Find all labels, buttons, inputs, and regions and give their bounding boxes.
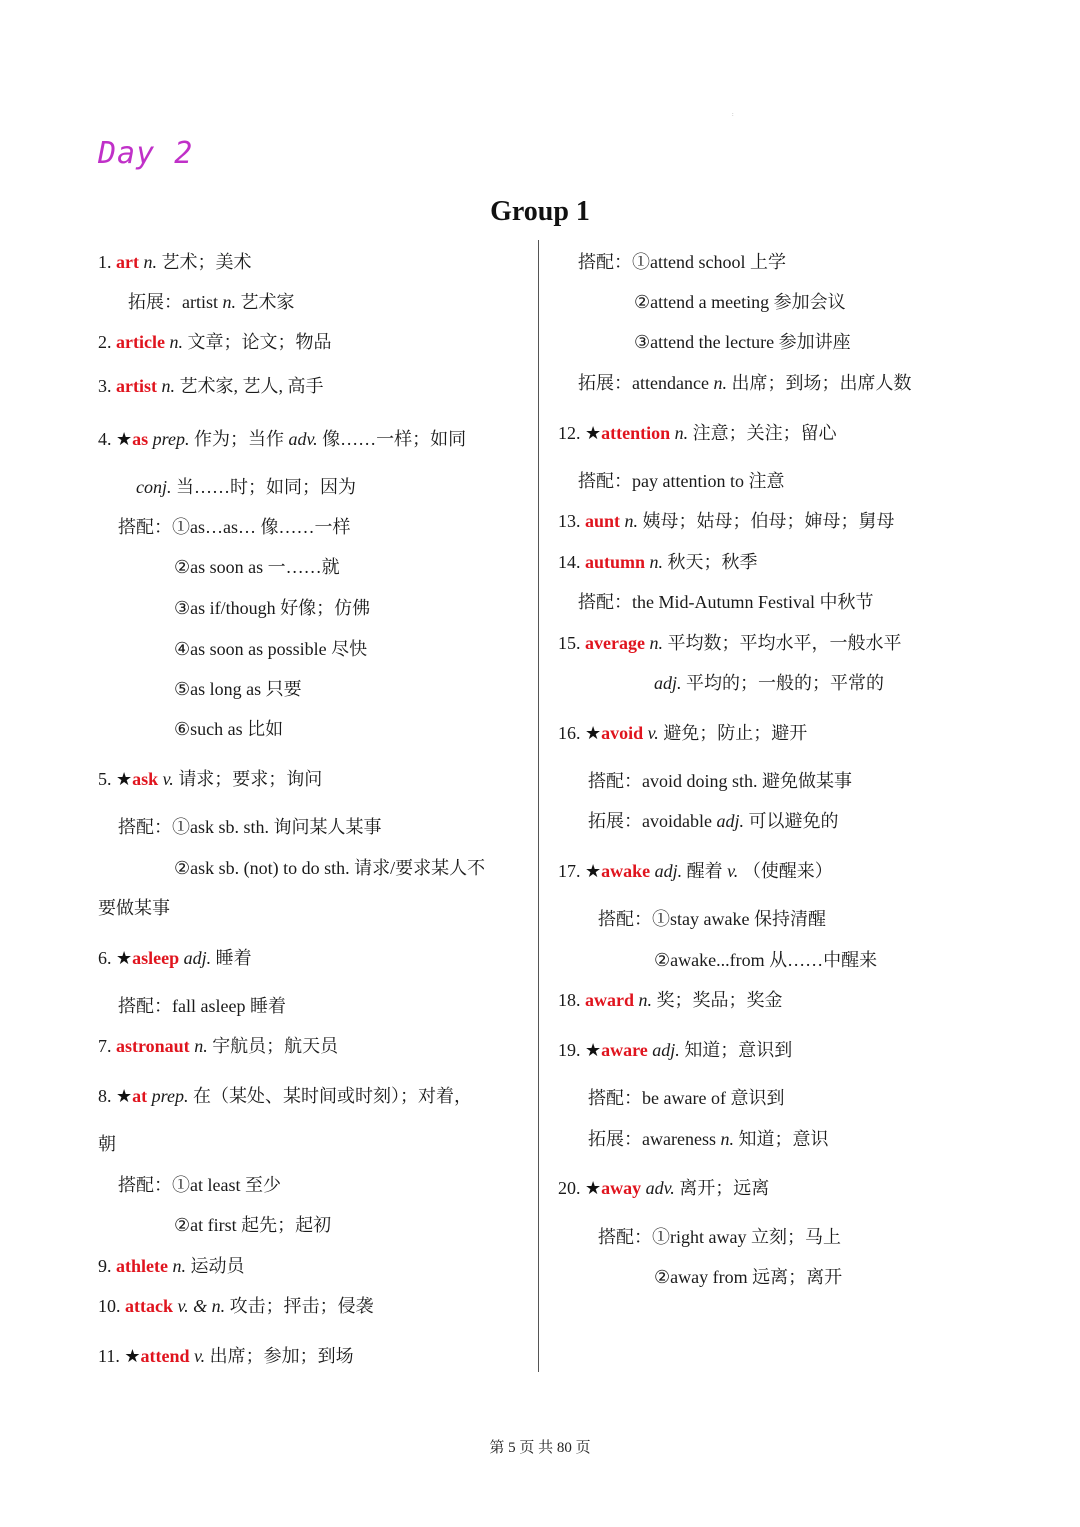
- star-icon: ★: [585, 861, 602, 881]
- entry-line: [558, 1038, 792, 1062]
- meaning: 奖；奖品；奖金: [656, 990, 783, 1010]
- entry-detail-line: [588, 809, 839, 833]
- meaning: 注意；关注；留心: [692, 423, 837, 443]
- headword: article: [116, 332, 165, 352]
- star-icon: ★: [116, 948, 133, 968]
- part-of-speech: n.: [638, 990, 652, 1010]
- meaning: 文章；论文；物品: [187, 332, 332, 352]
- entry-detail-line: [578, 371, 911, 395]
- detail-text: 搭配：①stay awake 保持清醒: [598, 909, 826, 929]
- entry-detail-line: [654, 948, 877, 972]
- entry-detail-line: [98, 896, 170, 920]
- meaning: 艺术；美术: [161, 252, 252, 272]
- entry-detail-line: [174, 717, 283, 741]
- meaning: 在（某处、某时间或时刻）；对着，: [192, 1086, 472, 1106]
- entry-detail-line: [578, 250, 786, 274]
- part-of-speech: prep.: [152, 429, 190, 449]
- detail-text: 朝: [98, 1134, 116, 1154]
- part-of-speech: n.: [624, 511, 639, 531]
- part-of-speech: n.: [222, 292, 236, 312]
- detail-text: ②as soon as 一……就: [174, 557, 340, 577]
- star-icon: ★: [585, 1040, 602, 1060]
- detail-text: ②away from 远离；离开: [654, 1267, 843, 1287]
- corner-mark: :: [732, 112, 734, 118]
- meaning: 知道；意识: [738, 1129, 829, 1149]
- star-icon: ★: [116, 429, 133, 449]
- detail-text: 拓展：artist: [128, 292, 223, 312]
- entry-number: 9.: [98, 1256, 112, 1276]
- part-of-speech: adj.: [183, 948, 212, 968]
- entry-line: [98, 767, 322, 791]
- entry-detail-line: [588, 1086, 784, 1110]
- part-of-speech: adj.: [652, 1040, 680, 1060]
- meaning: 宇航员；航天员: [212, 1036, 339, 1056]
- entry-line: [558, 859, 833, 883]
- entry-number: 10.: [98, 1296, 121, 1316]
- headword: awake: [601, 861, 651, 881]
- entry-detail-line: [174, 637, 367, 661]
- meaning: 请求；要求；询问: [178, 769, 323, 789]
- entry-line: [98, 946, 252, 970]
- part-of-speech: n.: [674, 423, 689, 443]
- part-of-speech: v.: [193, 1346, 206, 1366]
- part-of-speech: n.: [172, 1256, 186, 1276]
- entry-line: [98, 374, 323, 398]
- headword: award: [585, 990, 634, 1010]
- detail-text: ⑤as long as 只要: [174, 679, 302, 699]
- headword: avoid: [601, 723, 644, 743]
- entry-detail-line: [118, 1173, 281, 1197]
- headword: at: [132, 1086, 148, 1106]
- headword: attack: [125, 1296, 173, 1316]
- detail-text: 搭配：the Mid-Autumn Festival 中秋节: [578, 592, 874, 612]
- part-of-speech: v.: [647, 723, 659, 743]
- entry-number: 16.: [558, 723, 581, 743]
- headword: average: [585, 633, 645, 653]
- meaning: 出席；到场；出席人数: [731, 373, 912, 393]
- detail-text: ③attend the lecture 参加讲座: [634, 332, 851, 352]
- part-of-speech: n.: [720, 1129, 734, 1149]
- entry-line: [558, 421, 837, 445]
- entry-number: 6.: [98, 948, 112, 968]
- detail-text: 搭配：be aware of 意识到: [588, 1088, 785, 1108]
- headword: asleep: [132, 948, 180, 968]
- part-of-speech: v. & n.: [177, 1296, 226, 1316]
- meaning: 运动员: [190, 1256, 245, 1276]
- detail-text: 搭配：①at least 至少: [118, 1175, 281, 1195]
- entry-line: [98, 427, 466, 451]
- part-of-speech: adj.: [716, 811, 744, 831]
- detail-text: 要做某事: [98, 898, 170, 918]
- part-of-speech: n.: [649, 633, 663, 653]
- entry-detail-line: [654, 671, 884, 695]
- detail-text: ⑥such as 比如: [174, 719, 284, 739]
- entry-detail-line: [136, 475, 356, 499]
- entry-detail-line: [174, 677, 302, 701]
- detail-text: ④as soon as possible 尽快: [174, 639, 368, 659]
- entry-number: 11.: [98, 1346, 120, 1366]
- entry-detail-line: [634, 330, 851, 354]
- detail-text: ②ask sb. (not) to do sth. 请求/要求某人不: [174, 858, 486, 878]
- meaning: 出席；参加；到场: [209, 1346, 354, 1366]
- entry-number: 14.: [558, 552, 581, 572]
- headword: autumn: [585, 552, 646, 572]
- entry-line: [558, 1176, 769, 1200]
- entry-detail-line: [634, 290, 846, 314]
- entry-detail-line: [174, 856, 485, 880]
- group-title: Group 1: [490, 196, 590, 227]
- star-icon: ★: [585, 423, 602, 443]
- meaning: 像……一样；如同: [322, 429, 467, 449]
- detail-text: 搭配：avoid doing sth. 避免做某事: [588, 771, 852, 791]
- entry-detail-line: [578, 469, 784, 493]
- meaning: 平均的；一般的；平常的: [686, 673, 885, 693]
- entry-detail-line: [598, 907, 826, 931]
- headword: attention: [601, 423, 671, 443]
- entry-number: 12.: [558, 423, 581, 443]
- headword: as: [132, 429, 149, 449]
- entry-number: 13.: [558, 511, 581, 531]
- detail-text: 搭配：pay attention to 注意: [578, 471, 785, 491]
- headword: ask: [132, 769, 159, 789]
- entry-number: 15.: [558, 633, 581, 653]
- part-of-speech: adj.: [654, 861, 683, 881]
- meaning: 平均数；平均水平，一般水平: [667, 633, 902, 653]
- meaning: 醒着: [686, 861, 723, 881]
- entry-line: [558, 550, 758, 574]
- headword: away: [601, 1178, 642, 1198]
- meaning: 秋天；秋季: [667, 552, 758, 572]
- entry-detail-line: [118, 994, 286, 1018]
- headword: aunt: [585, 511, 621, 531]
- detail-text: 搭配：①attend school 上学: [578, 252, 786, 272]
- star-icon: ★: [585, 723, 602, 743]
- part-of-speech: n.: [194, 1036, 208, 1056]
- meaning: 知道；意识到: [684, 1040, 793, 1060]
- meaning: 艺术家, 艺人, 高手: [179, 376, 324, 396]
- entry-number: 2.: [98, 332, 112, 352]
- part-of-speech: n.: [169, 332, 183, 352]
- headword: astronaut: [116, 1036, 190, 1056]
- meaning: 作为；当作: [193, 429, 284, 449]
- entry-line: [558, 988, 783, 1012]
- meaning: 攻击；抨击；侵袭: [229, 1296, 374, 1316]
- entry-detail-line: [578, 590, 874, 614]
- part-of-speech: n.: [161, 376, 175, 396]
- part-of-speech: conj.: [136, 477, 172, 497]
- entry-line: [98, 1294, 374, 1318]
- part-of-speech: v.: [162, 769, 174, 789]
- day-title: Day 2: [98, 136, 194, 171]
- part-of-speech: adv.: [288, 429, 318, 449]
- entry-detail-line: [598, 1225, 841, 1249]
- entry-line: [98, 1254, 244, 1278]
- meaning: 离开；远离: [679, 1178, 770, 1198]
- entry-line: [558, 509, 895, 533]
- detail-text: ③as if/though 好像；仿佛: [174, 598, 371, 618]
- meaning: 艺术家: [240, 292, 295, 312]
- meaning: 姨母；姑母；伯母；婶母；舅母: [642, 511, 895, 531]
- detail-text: 拓展：attendance: [578, 373, 714, 393]
- detail-text: ②awake...from 从……中醒来: [654, 950, 878, 970]
- entry-detail-line: [654, 1265, 842, 1289]
- entry-detail-line: [174, 1213, 331, 1237]
- entry-number: 18.: [558, 990, 581, 1010]
- entry-detail-line: [588, 769, 852, 793]
- entry-number: 19.: [558, 1040, 581, 1060]
- entry-detail-line: [98, 1132, 116, 1156]
- entry-number: 5.: [98, 769, 112, 789]
- entry-detail-line: [118, 515, 351, 539]
- entry-number: 8.: [98, 1086, 112, 1106]
- detail-text: 搭配：①as…as… 像……一样: [118, 517, 351, 537]
- meaning: 睡着: [215, 948, 252, 968]
- entry-line: [98, 1084, 472, 1108]
- entry-number: 4.: [98, 429, 112, 449]
- part-of-speech: prep.: [151, 1086, 189, 1106]
- entry-detail-line: [128, 290, 295, 314]
- entry-detail-line: [118, 815, 382, 839]
- meaning: （使醒来）: [742, 861, 833, 881]
- entry-line: [98, 330, 331, 354]
- star-icon: ★: [124, 1346, 141, 1366]
- column-divider: [538, 240, 539, 1372]
- entry-line: [98, 1344, 354, 1368]
- entry-number: 17.: [558, 861, 581, 881]
- part-of-speech: v.: [727, 861, 739, 881]
- headword: aware: [601, 1040, 648, 1060]
- entry-number: 1.: [98, 252, 112, 272]
- detail-text: 搭配：①right away 立刻；马上: [598, 1227, 841, 1247]
- detail-text: 拓展：awareness: [588, 1129, 721, 1149]
- entry-line: [98, 250, 251, 274]
- headword: artist: [116, 376, 157, 396]
- entry-detail-line: [174, 596, 370, 620]
- headword: attend: [140, 1346, 190, 1366]
- meaning: 当……时；如同；因为: [176, 477, 356, 497]
- detail-text: 搭配：fall asleep 睡着: [118, 996, 286, 1016]
- entry-number: 3.: [98, 376, 112, 396]
- detail-text: 拓展：avoidable: [588, 811, 717, 831]
- part-of-speech: adj.: [654, 673, 682, 693]
- part-of-speech: n.: [143, 252, 157, 272]
- detail-text: ②attend a meeting 参加会议: [634, 292, 846, 312]
- entry-detail-line: [588, 1127, 828, 1151]
- detail-text: 搭配：①ask sb. sth. 询问某人某事: [118, 817, 382, 837]
- star-icon: ★: [116, 769, 133, 789]
- entry-number: 7.: [98, 1036, 112, 1056]
- part-of-speech: adv.: [645, 1178, 675, 1198]
- star-icon: ★: [585, 1178, 602, 1198]
- entry-line: [558, 721, 807, 745]
- page-footer: 第 5 页 共 80 页: [489, 1440, 591, 1456]
- entry-line: [98, 1034, 338, 1058]
- star-icon: ★: [116, 1086, 133, 1106]
- entry-number: 20.: [558, 1178, 581, 1198]
- detail-text: ②at first 起先；起初: [174, 1215, 332, 1235]
- part-of-speech: n.: [649, 552, 664, 572]
- headword: art: [116, 252, 139, 272]
- meaning: 可以避免的: [748, 811, 839, 831]
- meaning: 避免；防止；避开: [663, 723, 808, 743]
- headword: athlete: [116, 1256, 168, 1276]
- entry-line: [558, 631, 901, 655]
- entry-detail-line: [174, 555, 340, 579]
- part-of-speech: n.: [713, 373, 727, 393]
